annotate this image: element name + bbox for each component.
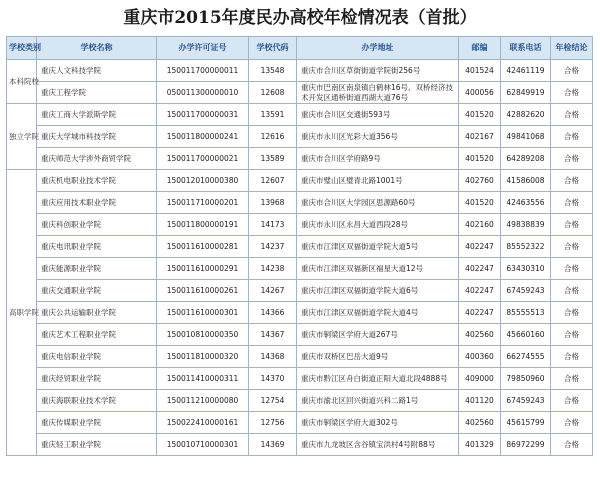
phone-cell: 64289208 [501, 148, 551, 170]
school-name-cell: 重庆传媒职业学院 [37, 412, 157, 434]
school-name-cell: 重庆机电职业技术学院 [37, 170, 157, 192]
address-cell: 重庆市江津区双福新区福星大道12号 [297, 258, 459, 280]
phone-cell: 41586008 [501, 170, 551, 192]
school-name-cell: 重庆经贸职业学院 [37, 368, 157, 390]
result-cell: 合格 [551, 280, 593, 302]
address-cell: 重庆市永川区永昌大道西段28号 [297, 214, 459, 236]
address-cell: 重庆市永川区光彩大道356号 [297, 126, 459, 148]
phone-cell: 49838839 [501, 214, 551, 236]
page-title: 重庆市2015年度民办高校年检情况表（首批） [123, 8, 477, 28]
license-number-cell: 150011610000281 [157, 236, 249, 258]
category-cell: 本科院校 [7, 60, 37, 104]
school-name-cell: 重庆师范大学涉外商贸学院 [37, 148, 157, 170]
table-row [7, 302, 593, 324]
address-cell: 重庆市璧山区璧青北路1001号 [297, 170, 459, 192]
postcode-cell: 402167 [459, 126, 501, 148]
license-number-cell: 150022410000161 [157, 412, 249, 434]
school-name-cell: 重庆大学城市科技学院 [37, 126, 157, 148]
result-cell: 合格 [551, 192, 593, 214]
address-cell: 重庆市江津区双福街道学院大道6号 [297, 280, 459, 302]
table-row [7, 258, 593, 280]
result-cell: 合格 [551, 434, 593, 456]
postcode-cell: 402247 [459, 236, 501, 258]
school-name-cell: 重庆能源职业学院 [37, 258, 157, 280]
postcode-cell: 401520 [459, 104, 501, 126]
school-name-cell: 重庆电信职业学院 [37, 346, 157, 368]
table-row [7, 368, 593, 390]
school-name-cell: 重庆工程学院 [37, 82, 157, 104]
school-name-cell: 重庆轻工职业学院 [37, 434, 157, 456]
table-row [7, 104, 593, 126]
license-number-cell: 150011700000031 [157, 104, 249, 126]
header-cell: 办学地址 [297, 37, 459, 60]
license-number-cell: 150012010000380 [157, 170, 249, 192]
inspection-table [6, 36, 593, 456]
result-cell: 合格 [551, 390, 593, 412]
license-number-cell: 150010710000301 [157, 434, 249, 456]
postcode-cell: 402247 [459, 258, 501, 280]
table-row [7, 170, 593, 192]
table-row [7, 236, 593, 258]
header-cell: 学校名称 [37, 37, 157, 60]
table-row [7, 214, 593, 236]
address-cell: 重庆市渝北区回兴街道兴科二路1号 [297, 390, 459, 412]
table-row [7, 280, 593, 302]
school-name-cell: 重庆应用技术职业学院 [37, 192, 157, 214]
school-code-cell: 13591 [249, 104, 297, 126]
school-code-cell: 14369 [249, 434, 297, 456]
phone-cell: 42463556 [501, 192, 551, 214]
result-cell: 合格 [551, 104, 593, 126]
license-number-cell: 150011800000241 [157, 126, 249, 148]
phone-cell: 85555513 [501, 302, 551, 324]
school-name-cell: 重庆工商大学派斯学院 [37, 104, 157, 126]
table-row [7, 192, 593, 214]
result-cell: 合格 [551, 126, 593, 148]
license-number-cell: 150010810000350 [157, 324, 249, 346]
school-code-cell: 12756 [249, 412, 297, 434]
postcode-cell: 402160 [459, 214, 501, 236]
phone-cell: 66274555 [501, 346, 551, 368]
result-cell: 合格 [551, 412, 593, 434]
address-cell: 重庆市巴南区南泉镇白鹤林16号、双桥经济技术开发区通桥街道西湖大道76号 [297, 82, 459, 104]
school-code-cell: 12607 [249, 170, 297, 192]
table-row [7, 412, 593, 434]
phone-cell: 62849919 [501, 82, 551, 104]
phone-cell: 42461119 [501, 60, 551, 82]
phone-cell: 45615799 [501, 412, 551, 434]
postcode-cell: 401520 [459, 148, 501, 170]
header-cell: 联系电话 [501, 37, 551, 60]
result-cell: 合格 [551, 60, 593, 82]
table-row [7, 434, 593, 456]
postcode-cell: 402247 [459, 302, 501, 324]
postcode-cell: 402760 [459, 170, 501, 192]
school-name-cell: 重庆海联职业技术学院 [37, 390, 157, 412]
school-code-cell: 14173 [249, 214, 297, 236]
school-code-cell: 12616 [249, 126, 297, 148]
phone-cell: 79850960 [501, 368, 551, 390]
result-cell: 合格 [551, 82, 593, 104]
school-name-cell: 重庆人文科技学院 [37, 60, 157, 82]
address-cell: 重庆市合川区大学园区思源路60号 [297, 192, 459, 214]
school-code-cell: 14368 [249, 346, 297, 368]
result-cell: 合格 [551, 236, 593, 258]
header-cell: 办学许可证号 [157, 37, 249, 60]
school-code-cell: 14267 [249, 280, 297, 302]
license-number-cell: 150011410000311 [157, 368, 249, 390]
table-row [7, 148, 593, 170]
postcode-cell: 402560 [459, 324, 501, 346]
result-cell: 合格 [551, 170, 593, 192]
table-row [7, 324, 593, 346]
table-row [7, 82, 593, 104]
postcode-cell: 409000 [459, 368, 501, 390]
address-cell: 重庆市江津区双福街道学院大道4号 [297, 302, 459, 324]
school-code-cell: 14238 [249, 258, 297, 280]
address-cell: 重庆市合川区学府路9号 [297, 148, 459, 170]
school-name-cell: 重庆公共运输职业学院 [37, 302, 157, 324]
category-cell: 高职学院 [7, 170, 37, 456]
header-cell: 邮编 [459, 37, 501, 60]
table-body [7, 60, 593, 456]
license-number-cell: 150011610000261 [157, 280, 249, 302]
license-number-cell: 150011710000201 [157, 192, 249, 214]
postcode-cell: 401329 [459, 434, 501, 456]
result-cell: 合格 [551, 324, 593, 346]
license-number-cell: 050011300000010 [157, 82, 249, 104]
school-code-cell: 13589 [249, 148, 297, 170]
address-cell: 重庆市双桥区巴岳大道9号 [297, 346, 459, 368]
license-number-cell: 150011610000301 [157, 302, 249, 324]
address-cell: 重庆市合川区交通街593号 [297, 104, 459, 126]
postcode-cell: 401524 [459, 60, 501, 82]
school-code-cell: 14367 [249, 324, 297, 346]
postcode-cell: 400360 [459, 346, 501, 368]
address-cell: 重庆市合川区草街街道学院街256号 [297, 60, 459, 82]
school-code-cell: 14366 [249, 302, 297, 324]
table-row [7, 126, 593, 148]
result-cell: 合格 [551, 368, 593, 390]
license-number-cell: 150011700000021 [157, 148, 249, 170]
category-cell: 独立学院 [7, 104, 37, 170]
result-cell: 合格 [551, 346, 593, 368]
table-row [7, 390, 593, 412]
result-cell: 合格 [551, 258, 593, 280]
result-cell: 合格 [551, 214, 593, 236]
address-cell: 重庆市九龙坡区含谷镇宝洪村4号附88号 [297, 434, 459, 456]
license-number-cell: 150011210000080 [157, 390, 249, 412]
school-code-cell: 13548 [249, 60, 297, 82]
school-code-cell: 14237 [249, 236, 297, 258]
school-code-cell: 12754 [249, 390, 297, 412]
result-cell: 合格 [551, 302, 593, 324]
school-code-cell: 12608 [249, 82, 297, 104]
header-cell: 学校代码 [249, 37, 297, 60]
postcode-cell: 401520 [459, 192, 501, 214]
school-name-cell: 重庆艺术工程职业学院 [37, 324, 157, 346]
school-name-cell: 重庆科创职业学院 [37, 214, 157, 236]
phone-cell: 63430310 [501, 258, 551, 280]
table-header-row [7, 37, 593, 60]
address-cell: 重庆市铜梁区学府大道267号 [297, 324, 459, 346]
phone-cell: 49841068 [501, 126, 551, 148]
address-cell: 重庆市黔江区舟白街道正阳大道北段4888号 [297, 368, 459, 390]
school-name-cell: 重庆交通职业学院 [37, 280, 157, 302]
phone-cell: 86972299 [501, 434, 551, 456]
phone-cell: 85552322 [501, 236, 551, 258]
address-cell: 重庆市铜梁区学府大道302号 [297, 412, 459, 434]
license-number-cell: 150011700000011 [157, 60, 249, 82]
license-number-cell: 150011810000320 [157, 346, 249, 368]
school-code-cell: 13968 [249, 192, 297, 214]
phone-cell: 67459243 [501, 390, 551, 412]
phone-cell: 45660160 [501, 324, 551, 346]
phone-cell: 42882620 [501, 104, 551, 126]
address-cell: 重庆市江津区双福街道学院大道5号 [297, 236, 459, 258]
license-number-cell: 150011800000191 [157, 214, 249, 236]
result-cell: 合格 [551, 148, 593, 170]
school-code-cell: 14370 [249, 368, 297, 390]
table-row [7, 60, 593, 82]
postcode-cell: 402247 [459, 280, 501, 302]
phone-cell: 67459243 [501, 280, 551, 302]
postcode-cell: 402560 [459, 412, 501, 434]
postcode-cell: 400056 [459, 82, 501, 104]
table-row [7, 346, 593, 368]
postcode-cell: 401120 [459, 390, 501, 412]
header-cell: 年检结论 [551, 37, 593, 60]
school-name-cell: 重庆电讯职业学院 [37, 236, 157, 258]
license-number-cell: 150011610000291 [157, 258, 249, 280]
header-cell: 学校类别 [7, 37, 37, 60]
